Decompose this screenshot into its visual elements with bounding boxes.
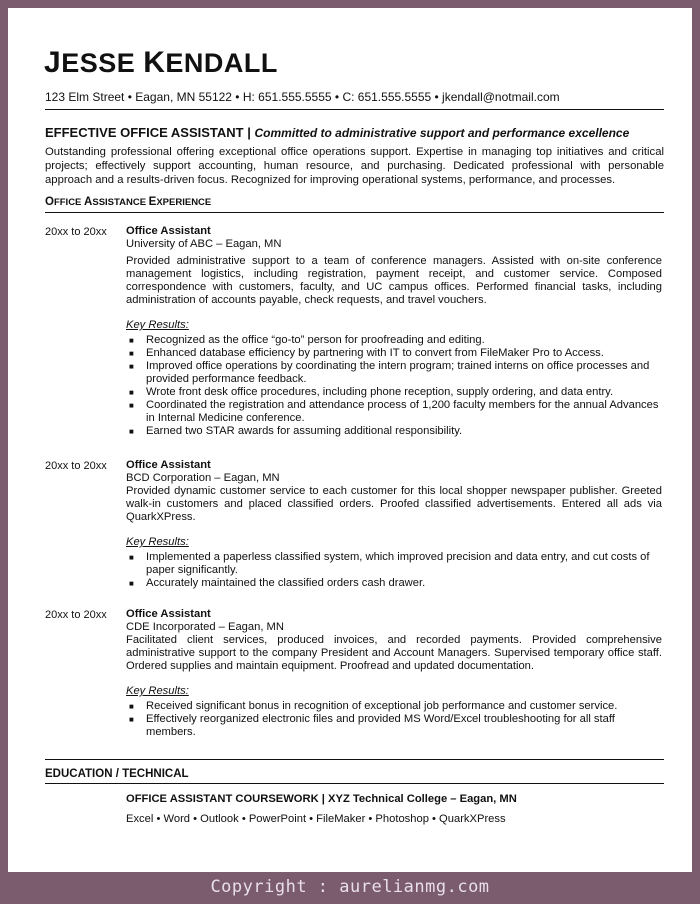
job-employer: CDE Incorporated – Eagan, MN <box>126 621 284 633</box>
experience-heading: OFFICE ASSISTANCE EXPERIENCE <box>45 196 212 208</box>
education-heading: EDUCATION / TECHNICAL <box>45 768 189 780</box>
job-entry <box>126 225 662 438</box>
list-item: ■ Enhanced database efficiency by partnering with IT to convert from FileMaker Pro to Access. <box>129 347 604 359</box>
results-list <box>126 334 662 438</box>
list-item: ■ Coordinated the registration and attendance process of 1,200 faculty members for the annual Advances in Internal Medicine conference. <box>129 399 659 424</box>
list-item: ■ Recognized as the office “go-to” person for proofreading and editing. <box>129 334 485 346</box>
education-top-divider <box>45 759 664 760</box>
list-item: ■ Accurately maintained the classified orders cash drawer. <box>129 577 426 589</box>
job-title: Office Assistant <box>126 225 211 237</box>
results-list <box>126 551 662 590</box>
experience-divider <box>45 212 664 213</box>
key-results-label: Key Results: <box>126 319 189 331</box>
list-item: ■ Earned two STAR awards for assuming additional responsibility. <box>129 425 463 437</box>
job-title: Office Assistant <box>126 608 211 620</box>
job-entry <box>126 608 662 739</box>
key-results-label: Key Results: <box>126 685 189 697</box>
job-dates: 20xx to 20xx <box>45 226 107 238</box>
copyright-watermark: Copyright : aurelianmg.com <box>210 877 490 897</box>
job-employer: University of ABC – Eagan, MN <box>126 238 282 250</box>
key-results-label: Key Results: <box>126 536 189 548</box>
job-entry <box>126 459 662 590</box>
education-divider <box>45 783 664 784</box>
header-divider <box>45 109 664 110</box>
list-item: ■ Received significant bonus in recognition of exceptional job performance and customer service. <box>129 700 618 712</box>
job-employer: BCD Corporation – Eagan, MN <box>126 472 280 484</box>
job-dates: 20xx to 20xx <box>45 460 107 472</box>
job-description: Provided dynamic customer service to each customer for this local shopper newspaper publisher. Greeted walk-in customers and placed classified orders. Proofed classified advertisements. Entered all ads via QuarkXPress. <box>126 485 662 523</box>
list-item: ■ Wrote front desk office procedures, including phone reception, supply ordering, and data entry. <box>129 386 614 398</box>
technical-skills: Excel • Word • Outlook • PowerPoint • FileMaker • Photoshop • QuarkXPress <box>126 813 506 825</box>
job-description: Facilitated client services, produced invoices, and recorded payments. Provided comprehensive administrative support to the company President and Account Managers. Supervised temporary office staff. Ordered supplies and maintain equipment. Proofread and updated documentation. <box>126 634 662 672</box>
job-description: Provided administrative support to a team of conference managers. Assisted with on-site conference management logistics, including registration, payment receipt, and customer service. Composed correspondence with customers, faculty, and UC campus offices. Performed financial tasks, including administration of accounts payable, check requests, and travel vouchers. <box>126 255 662 306</box>
contact-line: 123 Elm Street • Eagan, MN 55122 • H: 651.555.5555 • C: 651.555.5555 • jkendall@notmail.com <box>45 90 560 104</box>
list-item: ■ Improved office operations by coordinating the intern program; trained interns on office processes and provided performance feedback. <box>129 360 650 385</box>
target-title: EFFECTIVE OFFICE ASSISTANT | Committed to administrative support and performance excellence <box>45 125 630 140</box>
job-title: Office Assistant <box>126 459 211 471</box>
candidate-name: JESSE KENDALL <box>44 46 278 79</box>
job-dates: 20xx to 20xx <box>45 609 107 621</box>
education-entry <box>126 792 517 826</box>
list-item: ■ Implemented a paperless classified system, which improved precision and data entry, and cut costs of paper significantly. <box>129 551 650 576</box>
resume-page <box>8 8 692 872</box>
results-list <box>126 700 662 739</box>
list-item: ■ Effectively reorganized electronic files and provided MS Word/Excel troubleshooting for all staff members. <box>129 713 615 738</box>
professional-summary: Outstanding professional offering exceptional office operations support. Expertise in managing top initiatives and critical projects; effectively support accounting, human resource, and purchasing. Dedicated professional with personable approach and a results-driven focus. Recognized for improving operational systems, performance, and processes. <box>45 146 664 186</box>
course-title: OFFICE ASSISTANT COURSEWORK | XYZ Technical College – Eagan, MN <box>126 793 517 805</box>
